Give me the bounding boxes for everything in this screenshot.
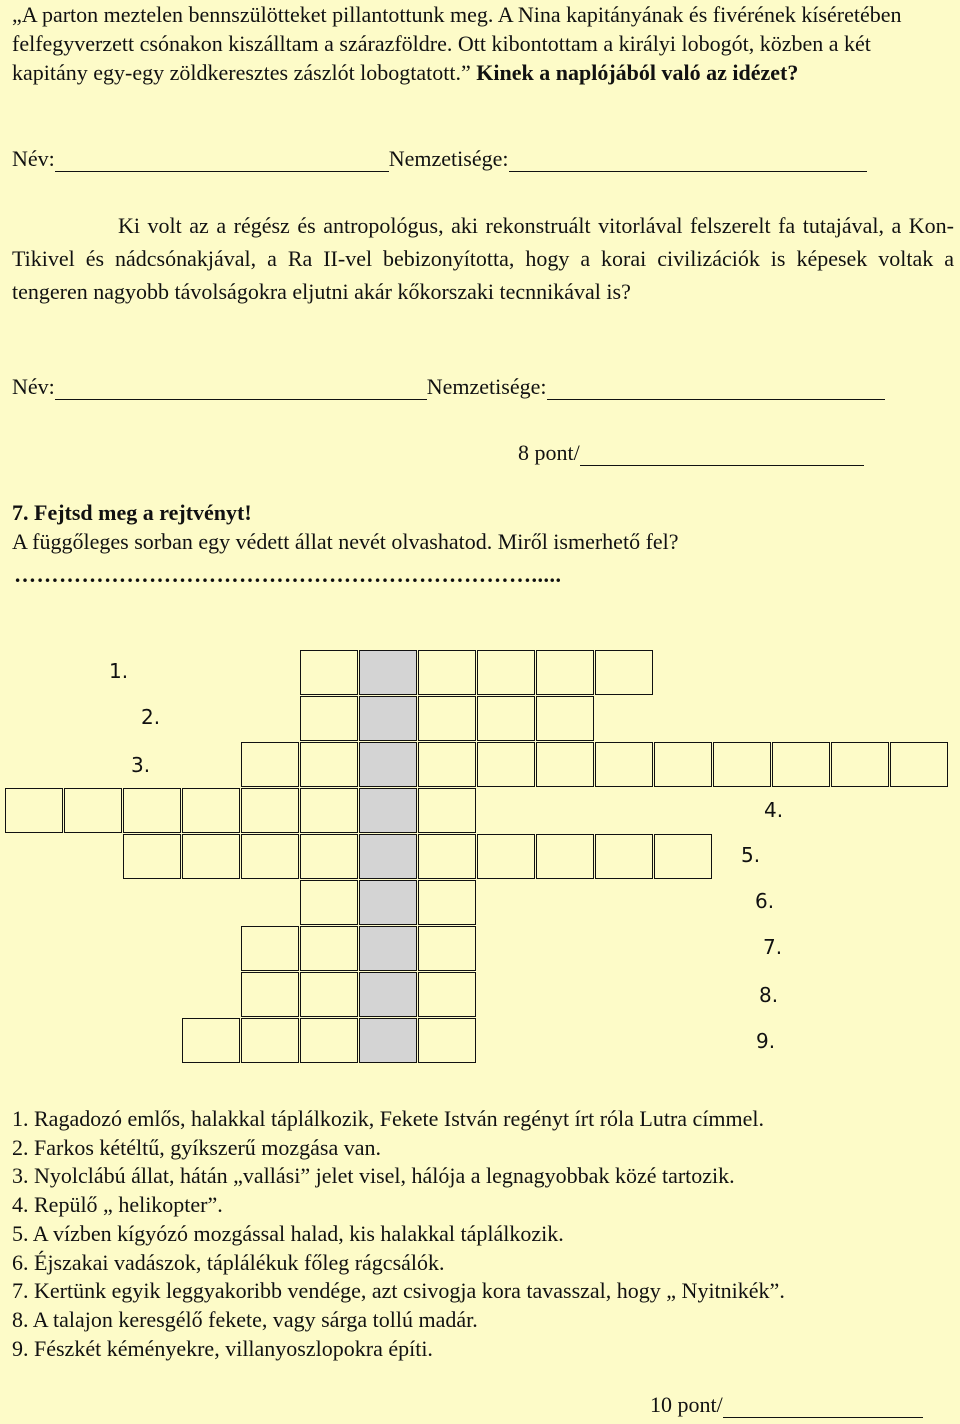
crossword-cell[interactable] [123, 834, 181, 879]
crossword-cell[interactable] [64, 788, 122, 833]
name-label: Név: [12, 146, 55, 171]
crossword-cell[interactable] [595, 650, 653, 695]
crossword-cell[interactable] [477, 834, 535, 879]
score-8-label: 8 pont/ [518, 440, 580, 465]
crossword-cell[interactable] [300, 696, 358, 741]
crossword-cell[interactable] [182, 788, 240, 833]
nationality-blank[interactable] [547, 377, 885, 400]
crossword-cell[interactable] [241, 742, 299, 787]
crossword-cell[interactable] [241, 926, 299, 971]
cw-number-7: 7. [763, 935, 783, 959]
crossword-solution-cell[interactable] [359, 834, 417, 879]
crossword-cell[interactable] [300, 788, 358, 833]
task7-title: 7. Fejtsd meg a rejtvényt! [12, 500, 252, 525]
score-10-label: 10 pont/ [650, 1392, 723, 1417]
crossword-cell[interactable] [536, 650, 594, 695]
task7-instruction: A függőleges sorban egy védett állat nevét olvashatod. Miről ismerhető fel? [12, 529, 679, 554]
crossword-cell[interactable] [241, 972, 299, 1017]
name-blank[interactable] [55, 377, 427, 400]
answer-row-2 [12, 374, 885, 400]
crossword-cell[interactable] [595, 834, 653, 879]
crossword-cell[interactable] [418, 788, 476, 833]
crossword-cell[interactable] [418, 834, 476, 879]
cw-number-6: 6. [755, 889, 775, 913]
crossword-cell[interactable] [123, 788, 181, 833]
cw-number-8: 8. [759, 983, 779, 1007]
crossword-cell[interactable] [300, 650, 358, 695]
cw-number-5: 5. [741, 843, 761, 867]
crossword-cell[interactable] [477, 742, 535, 787]
crossword-solution-cell[interactable] [359, 742, 417, 787]
name-label: Név: [12, 374, 55, 399]
crossword-cell[interactable] [300, 972, 358, 1017]
crossword-cell[interactable] [300, 834, 358, 879]
crossword-cell[interactable] [418, 972, 476, 1017]
cw-number-3: 3. [131, 753, 151, 777]
clue-3: 3. Nyolclábú állat, hátán „vallási” jelet visel, hálója a legnagyobbak közé tartozik. [12, 1163, 735, 1189]
crossword-solution-cell[interactable] [359, 1018, 417, 1063]
crossword-cell[interactable] [654, 834, 712, 879]
cw-number-4: 4. [764, 798, 784, 822]
crossword-cell[interactable] [418, 696, 476, 741]
crossword-cell[interactable] [713, 742, 771, 787]
cw-number-1: 1. [109, 659, 129, 683]
crossword-solution-cell[interactable] [359, 650, 417, 695]
score-8 [518, 440, 864, 466]
quote-question: Kinek a naplójából való az idézet? [476, 60, 799, 85]
clue-6: 6. Éjszakai vadászok, táplálékuk főleg rágcsálók. [12, 1249, 445, 1275]
crossword-cell[interactable] [300, 1018, 358, 1063]
cw-number-2: 2. [141, 705, 161, 729]
crossword-solution-cell[interactable] [359, 926, 417, 971]
name-blank[interactable] [55, 149, 389, 172]
crossword-cell[interactable] [300, 742, 358, 787]
clue-9: 9. Fészkét kéményekre, villanyoszlopokra építi. [12, 1335, 433, 1361]
crossword-cell[interactable] [477, 696, 535, 741]
crossword-cell[interactable] [418, 1018, 476, 1063]
crossword-cell[interactable] [418, 926, 476, 971]
answer-row-1 [12, 146, 867, 172]
crossword-cell[interactable] [241, 788, 299, 833]
clue-7: 7. Kertünk egyik leggyakoribb vendége, azt csivogja kora tavasszal, hogy „ Nyitnikék”. [12, 1278, 785, 1304]
crossword-solution-cell[interactable] [359, 880, 417, 925]
crossword-cell[interactable] [831, 742, 889, 787]
crossword-solution-cell[interactable] [359, 972, 417, 1017]
clue-8: 8. A talajon keresgélő fekete, vagy sárga tollú madár. [12, 1306, 478, 1332]
crossword-cell[interactable] [536, 696, 594, 741]
quote-paragraph [12, 0, 942, 87]
crossword-solution-cell[interactable] [359, 696, 417, 741]
crossword-solution-cell[interactable] [359, 788, 417, 833]
crossword-cell[interactable] [182, 834, 240, 879]
clue-4: 4. Repülő „ helikopter”. [12, 1192, 223, 1218]
crossword-cell[interactable] [182, 1018, 240, 1063]
clue-2: 2. Farkos kétéltű, gyíkszerű mozgása van. [12, 1134, 382, 1160]
crossword-cell[interactable] [300, 926, 358, 971]
nationality-label: Nemzetisége: [426, 374, 547, 399]
clue-list [12, 1105, 785, 1363]
crossword-cell[interactable] [536, 834, 594, 879]
crossword-cell[interactable] [241, 1018, 299, 1063]
cw-number-9: 9. [756, 1029, 776, 1053]
clue-1: 1. Ragadozó emlős, halakkal táplálkozik, Fekete István regényt írt róla Lutra címmel. [12, 1106, 765, 1131]
crossword-cell[interactable] [772, 742, 830, 787]
nationality-blank[interactable] [509, 149, 867, 172]
crossword-cell[interactable] [890, 742, 948, 787]
nationality-label: Nemzetisége: [388, 146, 509, 171]
crossword-cell[interactable] [5, 788, 63, 833]
question-heyerdahl [12, 209, 954, 308]
answer-dots[interactable]: ……………………………………………………………..... [14, 562, 562, 587]
crossword-cell[interactable] [418, 742, 476, 787]
clue-5: 5. A vízben kígyózó mozgással halad, kis halakkal táplálkozik. [12, 1220, 564, 1246]
crossword-cell[interactable] [654, 742, 712, 787]
score-10-blank[interactable] [723, 1395, 923, 1418]
crossword-cell[interactable] [418, 650, 476, 695]
crossword-cell[interactable] [241, 834, 299, 879]
crossword-cell[interactable] [536, 742, 594, 787]
crossword-cell[interactable] [300, 880, 358, 925]
question-heyerdahl-text: Ki volt az a régész és antropológus, aki rekonstruált vitorlával felszerelt fa tutajával, a Kon-Tikivel és nádcsónakjával, a Ra II-vel bebizonyította, hogy a korai civilizációk is képesek voltak a tengeren nagyobb távolságokra eljutni akár kőkorszaki tecnnikával is? [12, 213, 954, 304]
score-8-blank[interactable] [580, 443, 864, 466]
score-10 [650, 1392, 923, 1418]
crossword-cell[interactable] [477, 650, 535, 695]
crossword-cell[interactable] [418, 880, 476, 925]
crossword-cell[interactable] [595, 742, 653, 787]
quote-text: „A parton meztelen bennszülötteket pillantottunk meg. A Nina kapitányának és fivérének kíséretében felfegyverzett csónakon kiszálltam a szárazföldre. Ott kibontottam a királyi lobogót, közben a két kapitány egy-egy zöldkeresztes zászlót lobogtatott.” [12, 2, 902, 85]
